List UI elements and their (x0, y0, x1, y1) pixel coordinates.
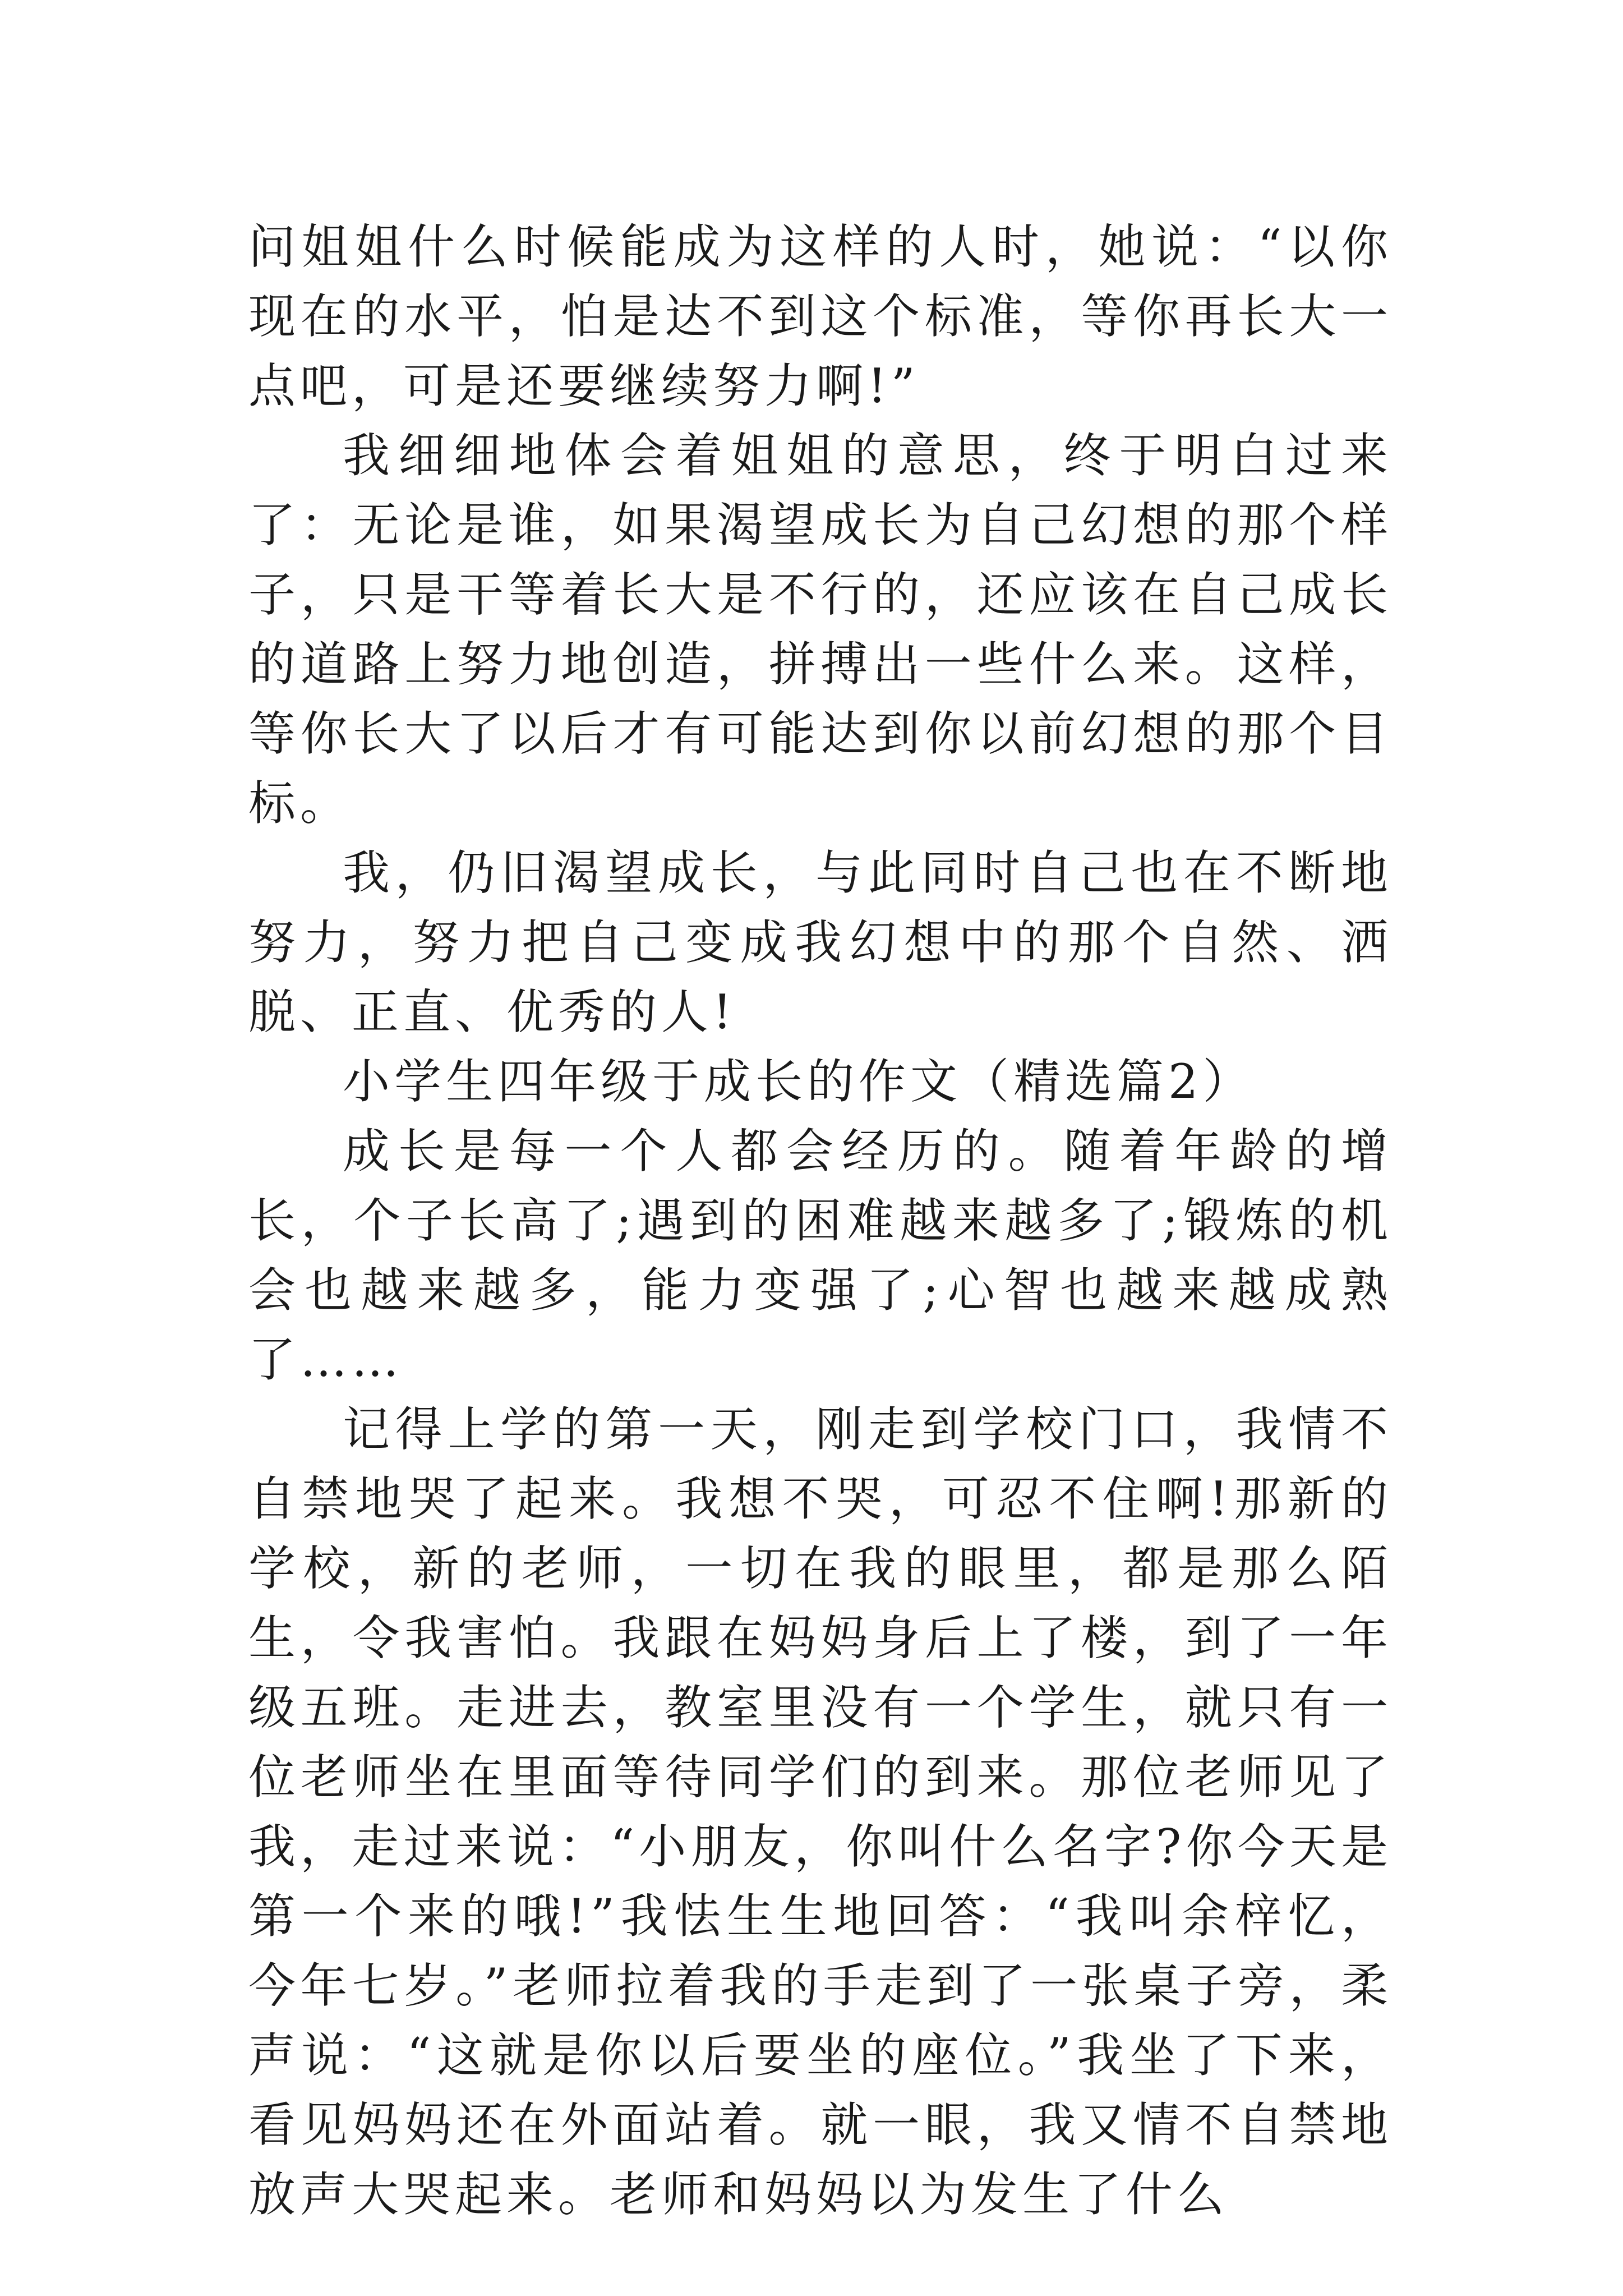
paragraph-1: 问姐姐什么时候能成为这样的人时，她说：“以你现在的水平，怕是达不到这个标准，等你再长大一点吧，可是还要继续努力啊!” (248, 219, 1393, 413)
paragraph-5: 记得上学的第一天，刚走到学校门口，我情不自禁地哭了起来。我想不哭，可忍不住啊!那新的学校，新的老师，一切在我的眼里，都是那么陌生，令我害怕。我跟在妈妈身后上了楼，到了一年级五班。走进去，教室里没有一个学生，就只有一位老师坐在里面等待同学们的到来。那位老师见了我，走过来说：“小朋友，你叫什么名字?你今天是第一个来的哦!”我怯生生地回答：“我叫余梓忆，今年七岁。”老师拉着我的手走到了一张桌子旁，柔声说：“这就是你以后要坐的座位。”我坐了下来，看见妈妈还在外面站着。就一眼，我又情不自禁地放声大哭起来。老师和妈妈以为发生了什么 (248, 1402, 1393, 2222)
section-heading: 小学生四年级于成长的作文（精选篇2） (343, 1054, 1255, 1109)
paragraph-3: 我，仍旧渴望成长，与此同时自己也在不断地努力，努力把自己变成我幻想中的那个自然、洒脱、正直、优秀的人! (248, 845, 1393, 1039)
paragraph-4: 成长是每一个人都会经历的。随着年龄的增长，个子长高了;遇到的困难越来越多了;锻炼的机会也越来越多，能力变强了;心智也越来越成熟了…… (248, 1124, 1393, 1387)
paragraph-2: 我细细地体会着姐姐的意思，终于明白过来了：无论是谁，如果渴望成长为自己幻想的那个样子，只是干等着长大是不行的，还应该在自己成长的道路上努力地创造，拼搏出一些什么来。这样，等你长大了以后才有可能达到你以前幻想的那个目标。 (248, 428, 1393, 831)
document-body (248, 212, 1393, 2229)
